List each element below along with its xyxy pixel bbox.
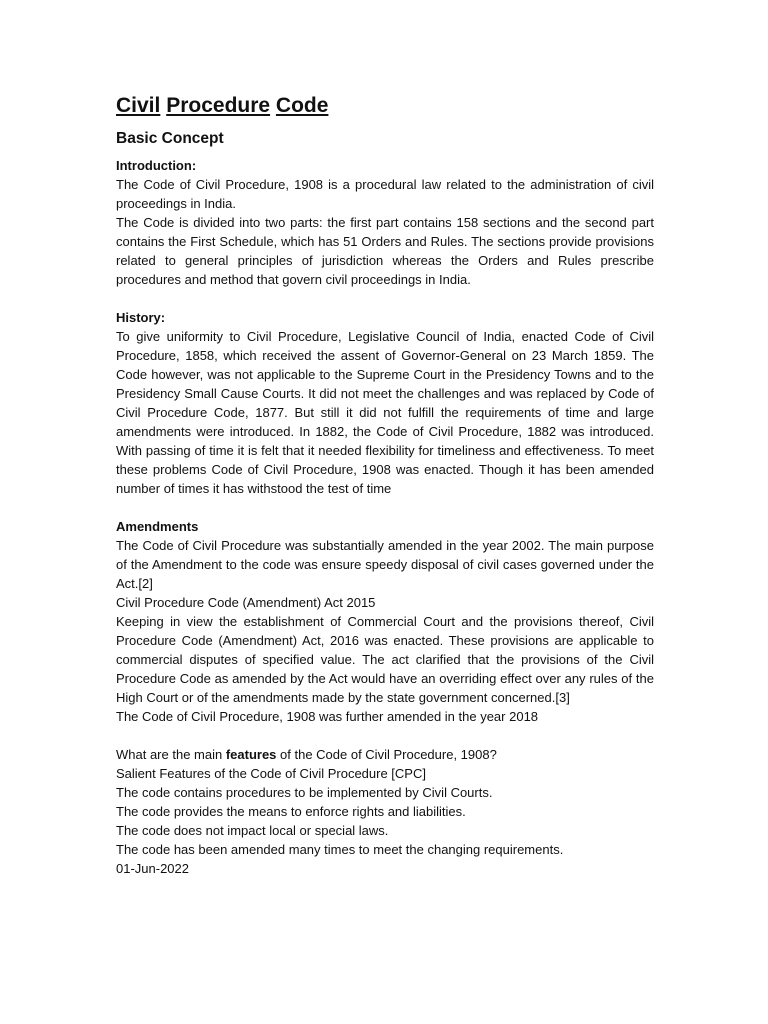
features-question-bold: features [225,747,277,762]
amendments-paragraph: The Code of Civil Procedure, 1908 was further amended in the year 2018 [116,709,539,724]
document-page [116,92,654,878]
page-subtitle: Basic Concept [116,130,224,147]
introduction-heading: Introduction: [116,158,197,173]
features-line: Salient Features of the Code of Civil Procedure [CPC] [116,766,426,781]
history-paragraph: To give uniformity to Civil Procedure, Legislative Council of India, enacted Code of Civil Procedure, 1858, which received the assent of Governor-General on 23 March 1859. The Code however, was not applicable to the Supreme Court in the Presidency Towns and to the Presidency Small Cause Courts. It did not meet the challenges and was replaced by Code of Civil Procedure Code, 1877. But still it did not fulfill the requirements of time and large amendments were introduced. In 1882, the Code of Civil Procedure, 1882 was introduced. With passing of time it is felt that it needed flexibility for timeliness and effectiveness. To meet these problems Code of Civil Procedure, 1908 was enacted. Though it has been amended number of times it has withstood the test of time [116,329,654,496]
title-word: Civil [116,94,161,117]
page-title [116,92,654,120]
title-word: Code [275,94,329,117]
amendments-paragraph: Civil Procedure Code (Amendment) Act 2015 [116,595,376,610]
amendments-paragraph: Keeping in view the establishment of Commercial Court and the provisions thereof, Civil Procedure Code (Amendment) Act, 2016 was enacted. These provisions are applicable to commercial disputes of specified value. The act clarified that the provisions of the Civil Procedure Code as amended by the Act would have an overriding effect over any rules of the High Court or of the amendments made by the state government concerned.[3] [116,614,654,705]
introduction-paragraph: The Code is divided into two parts: the first part contains 158 sections and the second part contains the First Schedule, which has 51 Orders and Rules. The sections provide provisions related to general principles of jurisdiction whereas the Orders and Rules prescribe procedures and method that govern civil proceedings in India. [116,215,654,287]
title-word: Procedure [166,94,271,117]
features-line: The code has been amended many times to meet the changing requirements. [116,842,564,857]
amendments-paragraph: The Code of Civil Procedure was substantially amended in the year 2002. The main purpose of the Amendment to the code was ensure speedy disposal of civil cases governed under the Act.[2] [116,538,654,591]
amendments-heading: Amendments [116,519,199,534]
features-question [116,745,654,764]
features-line: The code does not impact local or special laws. [116,823,389,838]
history-heading: History: [116,310,166,325]
features-question-start: What are the main [116,747,226,762]
features-line: The code contains procedures to be implemented by Civil Courts. [116,785,493,800]
introduction-paragraph: The Code of Civil Procedure, 1908 is a procedural law related to the administration of civil proceedings in India. [116,177,654,211]
features-question-end: of the Code of Civil Procedure, 1908? [276,747,497,762]
document-date: 01-Jun-2022 [116,861,189,876]
features-line: The code provides the means to enforce rights and liabilities. [116,804,466,819]
